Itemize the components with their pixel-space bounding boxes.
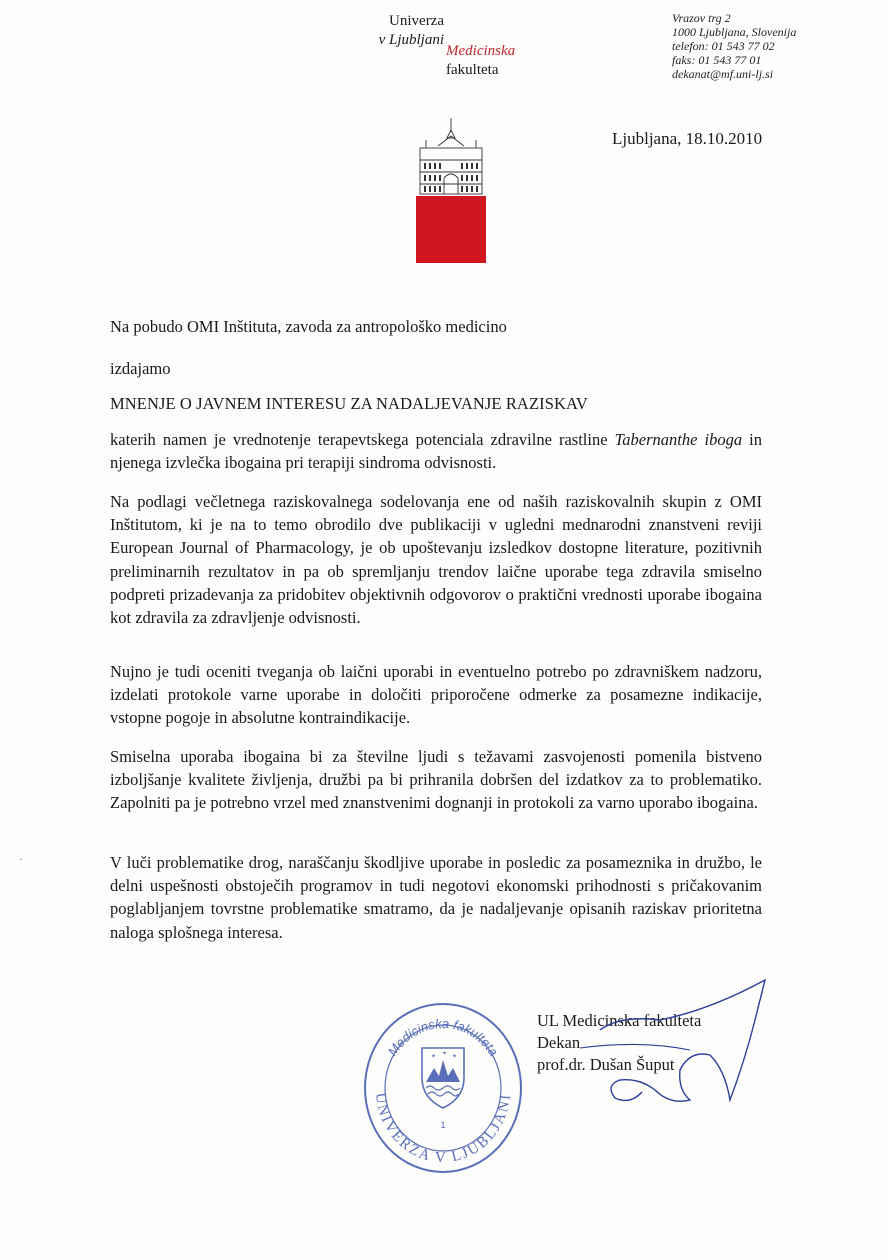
stamp-bottom-text: UNIVERZA V LJUBLJANI bbox=[371, 1091, 514, 1167]
paragraph-purpose bbox=[110, 428, 762, 474]
official-stamp bbox=[360, 998, 526, 1176]
coat-of-arms-icon bbox=[422, 1048, 464, 1108]
signature-role: Dekan bbox=[537, 1033, 581, 1052]
university-name bbox=[352, 12, 444, 50]
faculty-name bbox=[446, 42, 515, 80]
svg-text:✦: ✦ bbox=[452, 1054, 458, 1060]
address-block bbox=[672, 11, 796, 81]
email-line: dekanat@mf.uni-lj.si bbox=[672, 67, 774, 81]
paragraph-conclusion: V luči problematike drog, naraščanju škodljive uporabe in posledic za posameznika in družbo, le delni uspešnosti obstoječih programov in tudi negotovi ekonomski prihodnosti s pričakovanim poglabljanjem tovrstne problematike smatramo, da je nadaljevanje opisanih raziskav prioritetna naloga splošnega interesa. bbox=[110, 853, 762, 942]
signature-name: prof.dr. Dušan Šuput bbox=[537, 1055, 675, 1074]
fax-line: faks: 01 543 77 01 bbox=[672, 53, 762, 67]
paragraph-benefits: Smiselna uporaba ibogaina bi za številne ljudi s težavami zasvojenosti pomenila bistveno izboljšanje kvalitete življenja, družbi pa bi prihranila dobršen del izdatkov za to problematiko. Zapolniti pa je potrebno vrzel med znanstvenimi dognanji in protokoli za varno uporabo ibogaina. bbox=[110, 747, 762, 813]
faculty-logo bbox=[416, 118, 486, 263]
intro-line: Na pobudo OMI Inštituta, zavoda za antropološko medicino bbox=[110, 317, 507, 336]
university-line-2: v Ljubljani bbox=[378, 32, 444, 48]
paragraph-text: katerih namen je vrednotenje terapevtskega potenciala zdravilne rastline bbox=[110, 430, 615, 449]
species-name: Tabernanthe iboga bbox=[614, 430, 743, 449]
phone-line: telefon: 01 543 77 02 bbox=[672, 39, 775, 53]
faculty-line-2: fakulteta bbox=[446, 62, 499, 78]
address-line: 1000 Ljubljana, Slovenija bbox=[672, 25, 797, 39]
stamp-number: 1 bbox=[440, 1120, 446, 1130]
paragraph-research: Na podlagi večletnega raziskovalnega sodelovanja ene od naših raziskovalnih skupin z OMI Inštitutom, ki je na to temo obrodilo dve publikaciji v ugledni mednarodni znanstveni reviji European Journal of Pharmacology, je ob upoštevanju izsledkov dostopne literature, pozitivnih preliminarnih rezultatov in pa ob spremljanju trendov laične uporabe tega zdravila smiselno podpreti prizadevanja za pridobitev objektivnih odgovorov o praktični vrednosti uporabe ibogaina kot zdravila za zdravljenje odvisnosti. bbox=[110, 492, 762, 628]
signature-org: UL Medicinska fakulteta bbox=[537, 1011, 702, 1030]
handwritten-signature bbox=[560, 960, 780, 1120]
paragraph-risks: Nujno je tudi oceniti tveganja ob laični uporabi in eventuelno potrebo po zdravniškem nadzoru, izdelati protokole varne uporabe in določiti priporočene odmerke za posamezne indikacije, vstopne pogoje in absolutne kontraindikacije. bbox=[110, 662, 762, 728]
paragraph-text: in njenega izvlečka ibogaina pri terapiji sindroma odvisnosti. bbox=[110, 430, 762, 473]
scan-mark: · bbox=[19, 852, 23, 866]
svg-text:✦: ✦ bbox=[442, 1051, 448, 1057]
letter-date: Ljubljana, 18.10.2010 bbox=[612, 129, 763, 148]
stamp-top-text: Medicinska fakulteta bbox=[384, 1015, 502, 1059]
address-line: Vrazov trg 2 bbox=[672, 11, 731, 25]
issue-line: izdajamo bbox=[110, 359, 171, 378]
university-line-1: Univerza bbox=[389, 13, 444, 29]
svg-text:✦: ✦ bbox=[431, 1054, 437, 1060]
faculty-line-1: Medicinska bbox=[446, 43, 516, 59]
letter-heading: MNENJE O JAVNEM INTERESU ZA NADALJEVANJE RAZISKAV bbox=[110, 394, 588, 413]
